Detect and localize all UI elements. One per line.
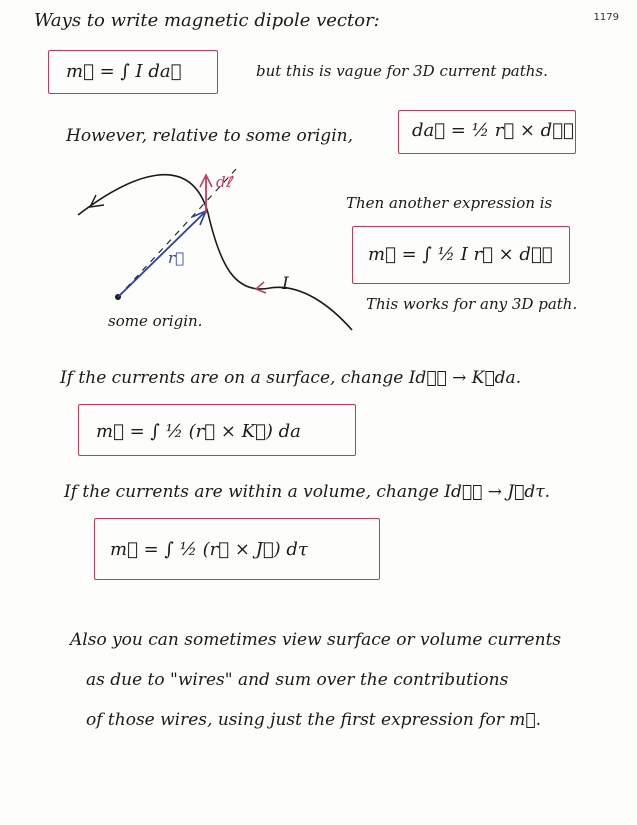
current-path-diagram — [60, 155, 360, 335]
eq4: m⃗ = ∫ ½ (r⃗ × J⃗) dτ — [110, 539, 308, 560]
heading: Ways to write magnetic dipole vector: — [34, 10, 380, 31]
note-vague: but this is vague for 3D current paths. — [256, 62, 548, 80]
closing-line-3: of those wires, using just the first expression for m⃗. — [86, 710, 542, 730]
eq-da: da⃗ = ½ r⃗ × dℓ⃗ — [412, 120, 574, 141]
r-vector — [118, 213, 204, 297]
surface-text: If the currents are on a surface, change Idℓ⃗ → K⃗da. — [60, 368, 522, 388]
then-text: Then another expression is — [346, 194, 553, 212]
eq3: m⃗ = ∫ ½ (r⃗ × K⃗) da — [96, 421, 301, 442]
dl-label: dℓ⃗ — [216, 173, 232, 191]
however-text: However, relative to some origin, — [66, 126, 353, 146]
closing-line-2: as due to "wires" and sum over the contributions — [86, 670, 509, 690]
volume-text: If the currents are within a volume, change Idℓ⃗ → J⃗dτ. — [64, 482, 551, 502]
eq1: m⃗ = ∫ I da⃗ — [66, 61, 182, 82]
eq2: m⃗ = ∫ ½ I r⃗ × dℓ⃗ — [368, 244, 553, 265]
current-label: I — [282, 274, 289, 294]
works-text: This works for any 3D path. — [366, 295, 578, 313]
closing-line-1: Also you can sometimes view surface or volume currents — [70, 630, 562, 650]
page-number: 1179 — [593, 12, 619, 23]
current-curve — [78, 175, 352, 330]
current-arrow — [256, 282, 266, 293]
r-label: r⃗ — [168, 249, 185, 267]
origin-label: some origin. — [108, 312, 203, 330]
